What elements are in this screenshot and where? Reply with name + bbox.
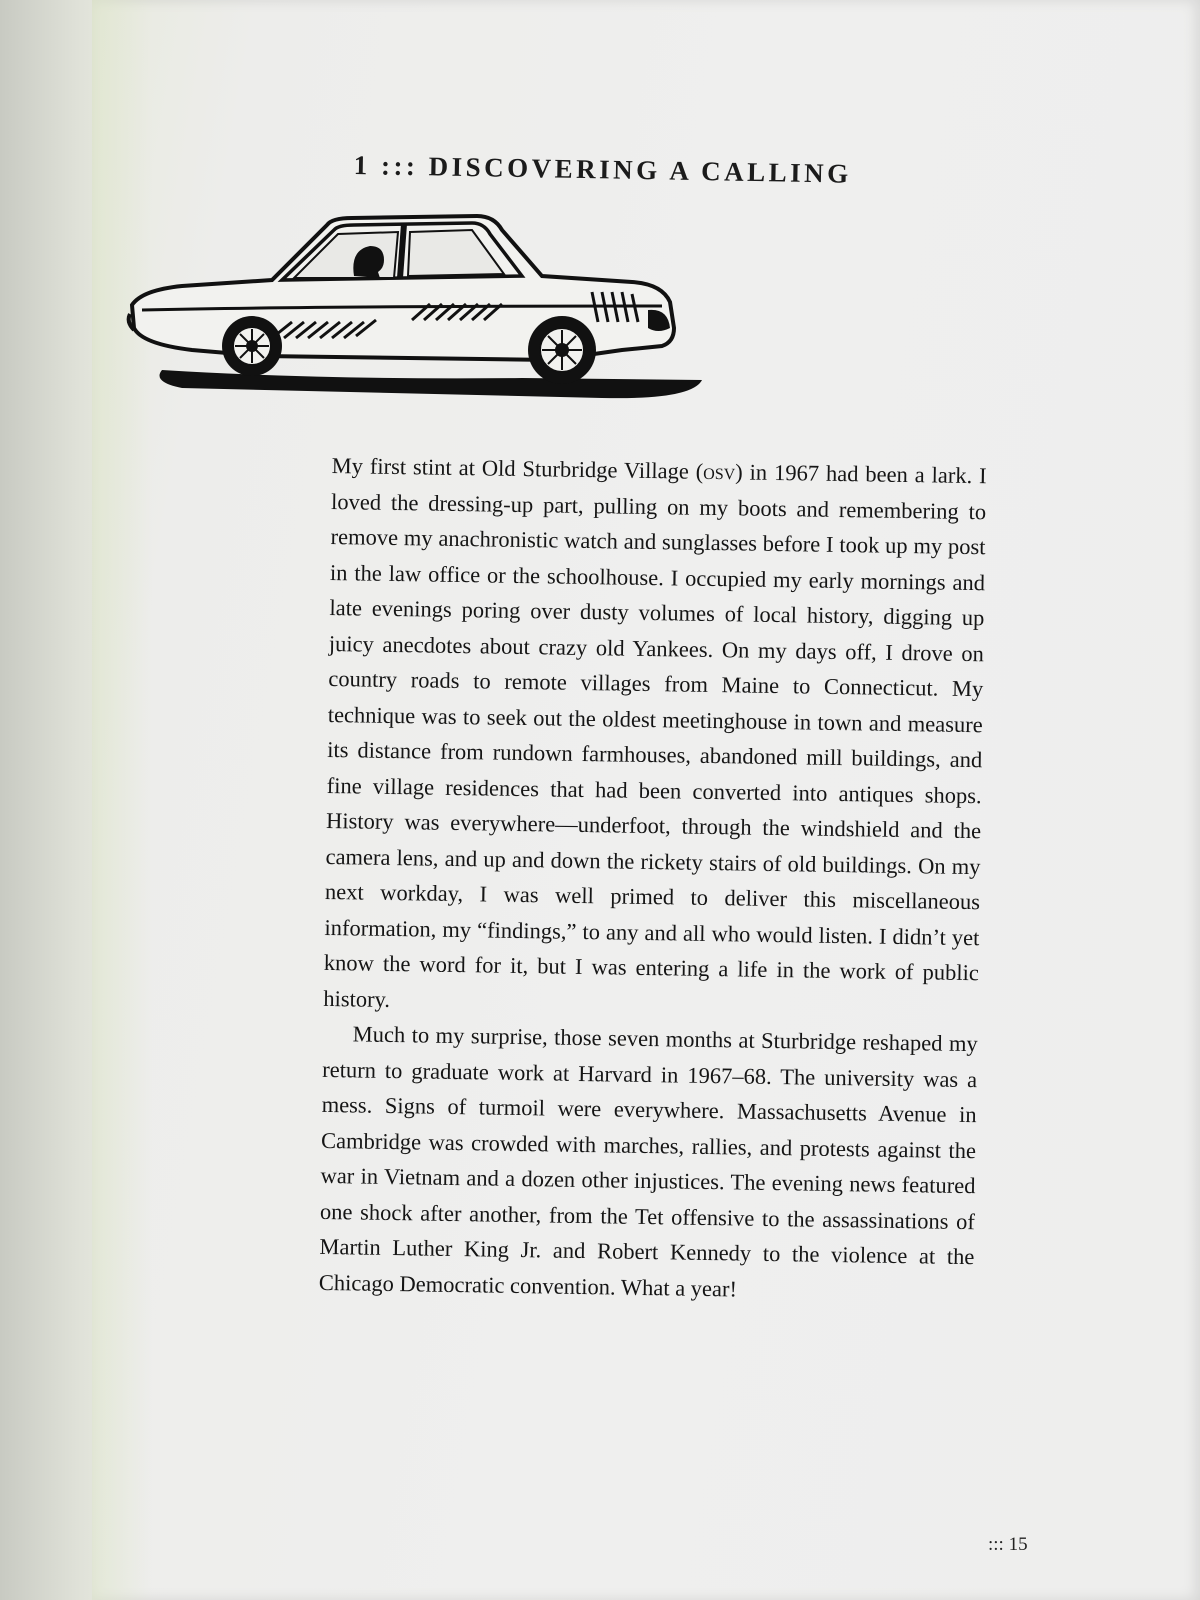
chapter-body-text	[319, 448, 987, 1310]
paragraph-1-part-b: ) in 1967 had been a lark. I loved the dressing-up part, pulling on my boots and remembering to remove my anachronistic watch and sunglasses before I took up my post in the law office or the schoolhouse. I occupied my early mornings and late evenings poring over dusty volumes of local history, digging up juicy anecdotes about crazy old Yankees. On my days off, I drove on country roads to remote villages from Maine to Connecticut. My technique was to seek out the oldest meetinghouse in town and measure its distance from rundown farmhouses, abandoned mill buildings, and fine village residences that had been converted into antiques shops. History was everywhere—underfoot, through the windshield and the camera lens, and up and down the rickety stairs of old buildings. On my next workday, I was well primed to deliver this miscellaneous information, my “findings,” to any and all who would listen. I didn’t yet know the word for it, but I was entering a life in the work of public history.	[323, 459, 987, 1012]
paragraph-1-part-a: My first stint at Old Sturbridge Village (	[331, 452, 704, 484]
vintage-car-illustration-icon	[122, 210, 732, 410]
osv-abbreviation: osv	[703, 458, 736, 485]
book-page	[92, 0, 1200, 1600]
paragraph-2: Much to my surprise, those seven months at Sturbridge reshaped my return to graduate work at Harvard in 1967–68. The university was a mess. Signs of turmoil were everywhere. Massachusetts Avenue in Cambridge was crowded with marches, rallies, and protests against the war in Vietnam and a dozen other injustices. The evening news featured one shock after another, from the Tet offensive to the assassinations of Martin Luther King Jr. and Robert Kennedy to the violence at the Chicago Democratic convention. What a year!	[318, 1021, 978, 1301]
paragraph-1	[323, 448, 987, 1026]
page-number: ::: 15	[988, 1534, 1028, 1555]
chapter-title: 1 ::: DISCOVERING A CALLING	[353, 150, 852, 189]
